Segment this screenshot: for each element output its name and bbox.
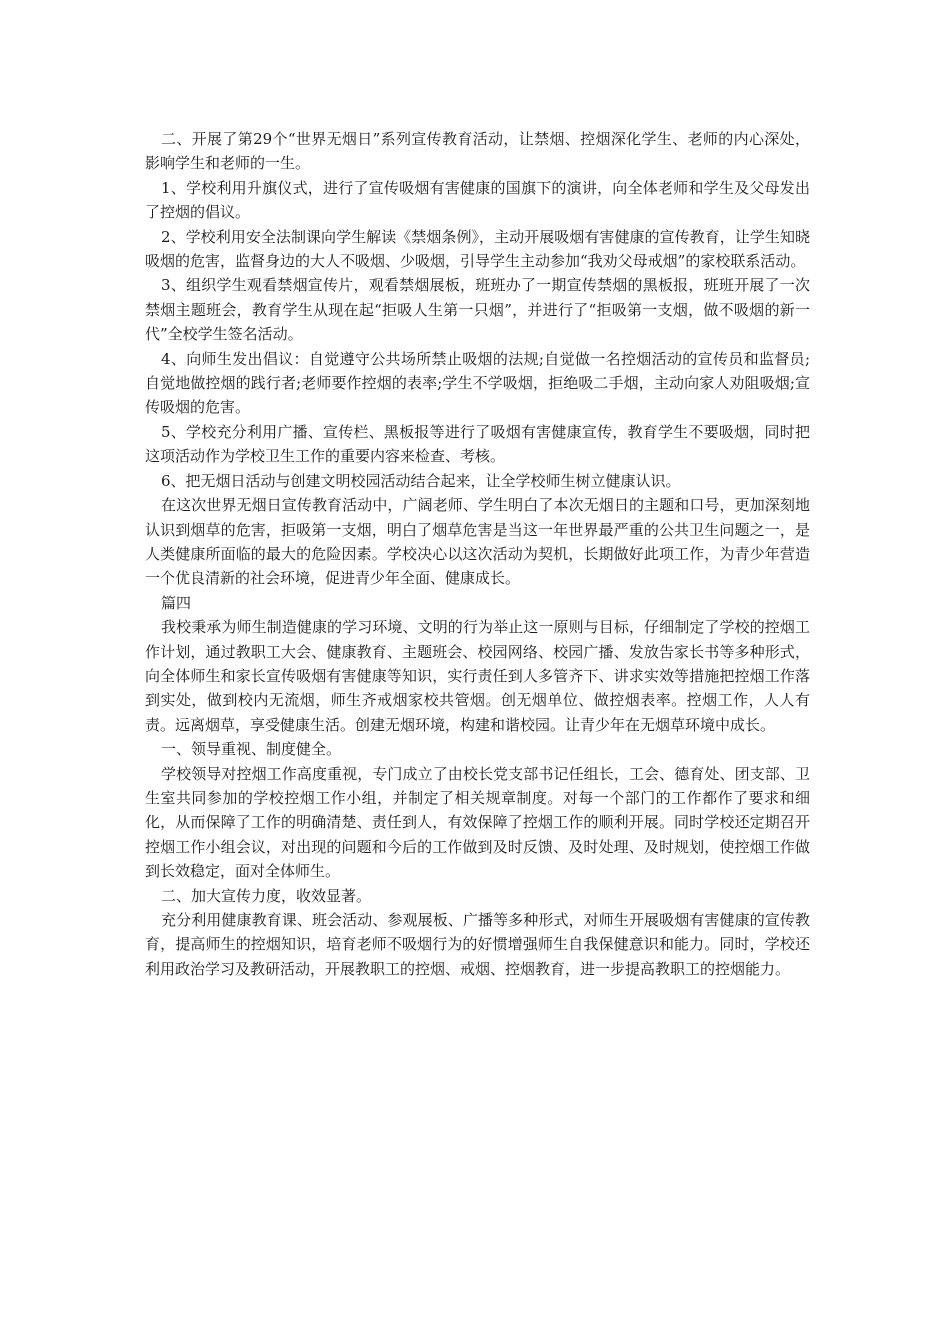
paragraph-campaign-intro: 二、开展了第29个“世界无烟日”系列宣传教育活动，让禁烟、控烟深化学生、老师的内心深处，影响学生和老师的一生。 (145, 130, 810, 173)
paragraph-summary: 在这次世界无烟日宣传教育活动中，广阔老师、学生明白了本次无烟日的主题和口号，更加深刻地认识到烟草的危害，拒吸第一支烟，明白了烟草危害是当这一年世界最严重的公共卫生问题之一，是人类健康所面临的最大的危险因素。学校决心以这次活动为契机，长期做好此项工作，为青少年营造一个优良清新的社会环境，促进青少年全面、健康成长。 (145, 496, 810, 588)
paragraph-item-5: 5、学校充分利用广播、宣传栏、黑板报等进行了吸烟有害健康宣传，教育学生不要吸烟，同时把这项活动作为学校卫生工作的重要内容来检查、考核。 (145, 422, 810, 466)
paragraph-item-2: 2、学校利用安全法制课向学生解读《禁烟条例》，主动开展吸烟有害健康的宣传教育，让学生知晓吸烟的危害，监督身边的大人不吸烟、少吸烟，引导学生主动参加“我劝父母戒烟”的家校联系活动。 (145, 227, 810, 271)
paragraph-publicity: 充分利用健康教育课、班会活动、参观展板、广播等多种形式，对师生开展吸烟有害健康的宣传教育，提高师生的控烟知识，培育老师不吸烟行为的好惯增强师生自我保健意识和能力。同时，学校还利用政治学习及教研活动，开展教职工的控烟、戒烟、控烟教育，进一步提高教职工的控烟能力。 (145, 911, 810, 978)
document-body (145, 127, 810, 981)
paragraph-section-intro: 我校秉承为师生制造健康的学习环境、文明的行为举止这一原则与目标，仔细制定了学校的控烟工作计划，通过教职工大会、健康教育、主题班会、校园网络、校园广播、发放告家长书等多种形式，向全体师生和家长宣传吸烟有害健康等知识，实行责任到人多管齐下、讲求实效等措施把控烟工作落到实处，做到校内无流烟，师生齐戒烟家校共管烟。创无烟单位、做控烟表率。控烟工作，人人有责。远离烟草，享受健康生活。创建无烟环境，构建和谐校园。让青少年在无烟草环境中成长。 (145, 618, 810, 734)
paragraph-item-4: 4、向师生发出倡议：自觉遵守公共场所禁止吸烟的法规;自觉做一名控烟活动的宣传员和监督员;自觉地做控烟的践行者;老师要作控烟的表率;学生不学吸烟，拒绝吸二手烟，主动向家人劝阻吸烟;宣传吸烟的危害。 (145, 349, 810, 417)
subheading-leadership: 一、领导重视、制度健全。 (161, 740, 342, 759)
paragraph-item-3: 3、组织学生观看禁烟宣传片，观看禁烟展板，班班办了一期宣传禁烟的黑板报，班班开展了一次禁烟主题班会，教育学生从现在起“拒吸人生第一只烟”，并进行了“拒吸第一支烟，做不吸烟的新一代”全校学生签名活动。 (145, 276, 810, 344)
paragraph-leadership: 学校领导对控烟工作高度重视，专门成立了由校长党支部书记任组长，工会、德育处、团支部、卫生室共同参加的学校控烟工作小组，并制定了相关规章制度。对每一个部门的工作都作了要求和细化，从而保障了工作的明确清楚、责任到人，有效保障了控烟工作的顺利开展。同时学校还定期召开控烟工作小组会议，对出现的问题和今后的工作做到及时反馈、及时处理、及时规划，使控烟工作做到长效稳定，面对全体师生。 (145, 764, 810, 881)
subheading-publicity: 二、加大宣传力度，收效显著。 (161, 886, 372, 905)
paragraph-item-1: 1、学校利用升旗仪式，进行了宣传吸烟有害健康的国旗下的演讲，向全体老师和学生及父母发出了控烟的倡议。 (145, 178, 810, 222)
section-heading: 篇四 (161, 593, 192, 612)
paragraph-item-6: 6、把无烟日活动与创建文明校园活动结合起来，让全学校师生树立健康认识。 (161, 471, 681, 490)
